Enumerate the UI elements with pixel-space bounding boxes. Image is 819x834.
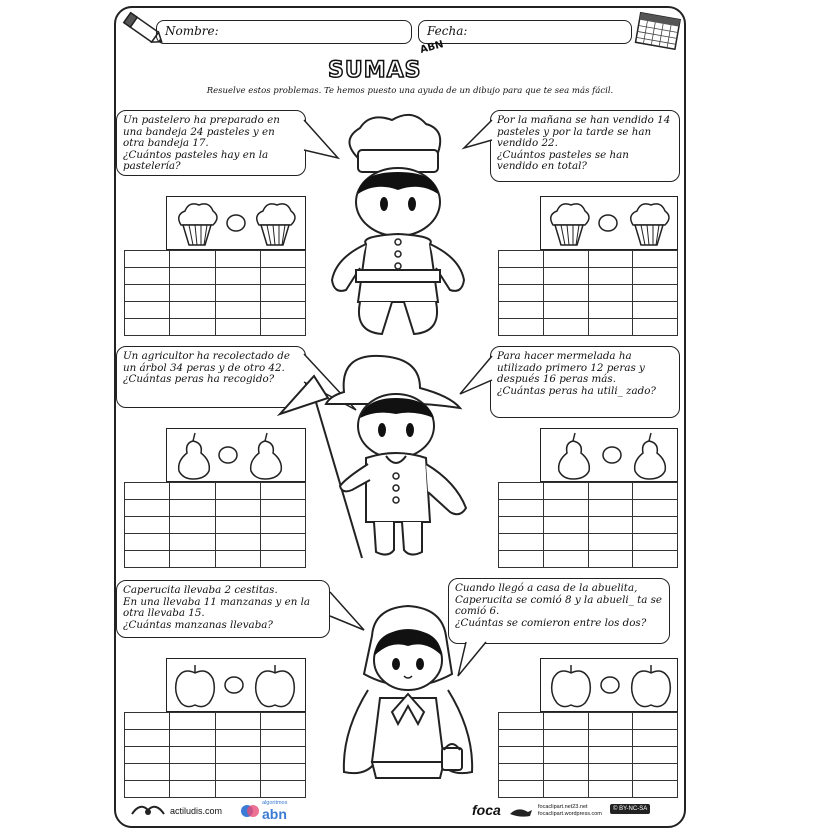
abn-logo-text: abn: [262, 806, 287, 822]
title-text: SUMAS: [328, 58, 422, 83]
foca-url-1[interactable]: focaclipart.net23.net: [538, 804, 588, 810]
pear-icon: [629, 431, 669, 481]
license-badge: [610, 804, 650, 814]
pear-icon: [173, 431, 213, 481]
date-field[interactable]: [418, 20, 632, 44]
problem-3-bubble: Un agricultor ha recolectado de un árbol 34 peras y de otro 42. ¿Cuántas peras ha recogido?: [116, 346, 306, 408]
plus-placeholder-circle: [223, 675, 245, 695]
problem-1-answer-grid[interactable]: [124, 250, 306, 336]
apple-icon: [253, 663, 297, 709]
title-badge: ABN: [418, 39, 445, 56]
plus-placeholder-circle: [597, 213, 619, 233]
problem-5-picture: [166, 658, 306, 712]
apple-icon: [549, 663, 593, 709]
calendar-icon: [632, 10, 684, 50]
pear-icon: [553, 431, 593, 481]
cupcake-icon: [175, 201, 219, 247]
pear-icon: [245, 431, 285, 481]
problem-2-answer-grid[interactable]: [498, 250, 678, 336]
apple-icon: [629, 663, 673, 709]
foca-url-2[interactable]: focaclipart.wordpress.com: [538, 811, 602, 817]
problem-2-bubble: Por la mañana se han vendido 14 pasteles y por la tarde se han vendido 22. ¿Cuántos pasteles se han vendido en total?: [490, 110, 680, 182]
problem-1-bubble: Un pastelero ha preparado en una bandeja 24 pasteles y en otra bandeja 17. ¿Cuántos pasteles hay en la pastelería?: [116, 110, 306, 176]
foca-logo-text: foca: [472, 802, 501, 818]
worksheet-title: [320, 39, 500, 84]
problem-2-picture: [540, 196, 678, 250]
name-label: Nombre:: [165, 24, 219, 38]
creative-commons-icon: ©: [613, 806, 618, 812]
baker-figure: [320, 110, 480, 342]
red-riding-hood-figure: [332, 602, 482, 792]
plus-placeholder-circle: [225, 213, 247, 233]
abn-logo-icon: [240, 802, 260, 820]
plus-placeholder-circle: [217, 445, 239, 465]
abn-logo-caption: algoritmos: [262, 800, 288, 806]
problem-5-bubble: Caperucita llevaba 2 cestitas. En una llevaba 11 manzanas y en la otra llevaba 15. ¿Cuántas manzanas llevaba?: [116, 580, 330, 638]
seal-icon: [508, 806, 534, 818]
plus-placeholder-circle: [599, 675, 621, 695]
problem-1-picture: [166, 196, 306, 250]
name-field[interactable]: [156, 20, 412, 44]
cupcake-icon: [547, 201, 591, 247]
problem-5-answer-grid[interactable]: [124, 712, 306, 798]
apple-icon: [173, 663, 217, 709]
plus-placeholder-circle: [601, 445, 623, 465]
instructions: Resuelve estos problemas. Te hemos puesto una ayuda de un dibujo para que te sea más fácil.: [206, 86, 614, 96]
actiludis-logo-icon: [128, 800, 168, 820]
problem-6-picture: [540, 658, 678, 712]
cupcake-icon: [253, 201, 297, 247]
problem-6-answer-grid[interactable]: [498, 712, 678, 798]
problem-4-picture: [540, 428, 678, 482]
problem-3-picture: [166, 428, 306, 482]
license-text: BY-NC-SA: [619, 806, 648, 812]
problem-4-bubble: Para hacer mermelada ha utilizado primero 12 peras y después 16 peras más. ¿Cuántas peras ha utili_ zado?: [490, 346, 680, 418]
cupcake-icon: [627, 201, 671, 247]
problem-6-bubble: Cuando llegó a casa de la abuelita, Caperucita se comió 8 y la abueli_ ta se comió 6. ¿Cuántas se comieron entre los dos?: [448, 578, 670, 644]
problem-4-answer-grid[interactable]: [498, 482, 678, 568]
problem-3-answer-grid[interactable]: [124, 482, 306, 568]
date-label: Fecha:: [427, 24, 468, 38]
actiludis-link[interactable]: actiludis.com: [170, 806, 223, 816]
